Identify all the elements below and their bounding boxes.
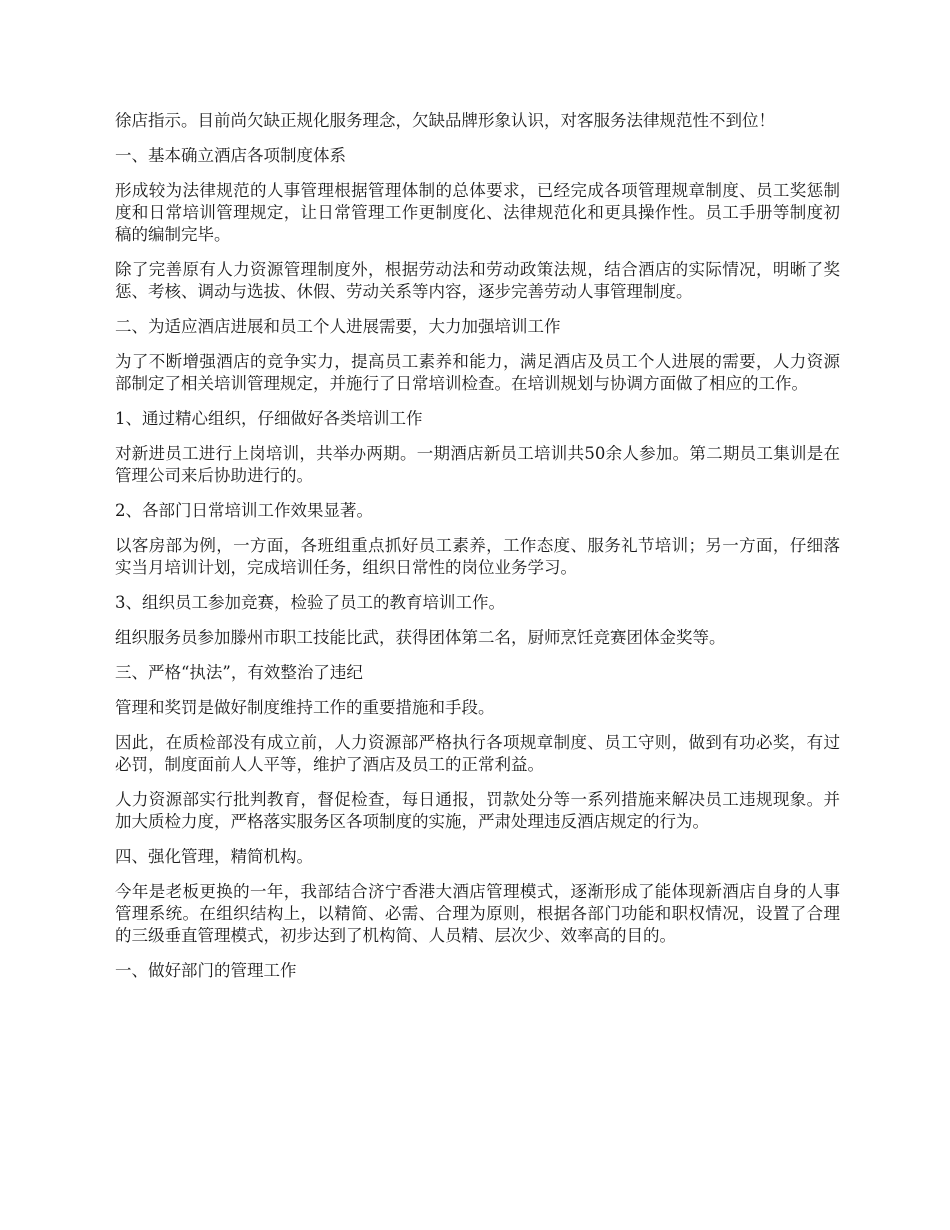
heading-section-2: 二、为适应酒店进展和员工个人进展需要，大力加强培训工作 (115, 317, 561, 336)
heading-section-1: 一、基本确立酒店各项制度体系 (115, 146, 346, 165)
paragraph-intro: 徐店指示。目前尚欠缺正规化服务理念，欠缺品牌形象认识，对客服务法律规范性不到位！ (115, 111, 775, 130)
paragraph: 对新进员工进行上岗培训，共举办两期。一期酒店新员工培训共50余人参加。第二期员工集训是在管理公司来后协助进行的。 (115, 444, 840, 485)
document-body (115, 110, 840, 995)
paragraph: 形成较为法律规范的人事管理根据管理体制的总体要求，已经完成各项管理规章制度、员工奖惩制度和日常培训管理规定，让日常管理工作更制度化、法律规范化和更具操作性。员工手册等制度初稿的编制完毕。 (115, 181, 840, 244)
paragraph: 为了不断增强酒店的竞争实力，提高员工素养和能力，满足酒店及员工个人进展的需要，人力资源部制定了相关培训管理规定，并施行了日常培训检查。在培训规划与协调方面做了相应的工作。 (115, 352, 840, 393)
heading-section-4: 四、强化管理，精简机构。 (115, 847, 313, 866)
paragraph: 今年是老板更换的一年，我部结合济宁香港大酒店管理模式，逐渐形成了能体现新酒店自身的人事管理系统。在组织结构上，以精简、必需、合理为原则，根据各部门功能和职权情况，设置了合理的三级垂直管理模式，初步达到了机构简、人员精、层次少、效率高的目的。 (115, 882, 840, 945)
subheading-1: 1、通过精心组织，仔细做好各类培训工作 (115, 409, 423, 428)
heading-section-next: 一、做好部门的管理工作 (115, 961, 297, 980)
paragraph: 人力资源部实行批判教育，督促检查，每日通报，罚款处分等一系列措施来解决员工违规现象。并加大质检力度，严格落实服务区各项制度的实施，严肃处理违反酒店规定的行为。 (115, 790, 840, 831)
paragraph: 管理和奖罚是做好制度维持工作的重要措施和手段。 (115, 698, 495, 717)
paragraph: 因此，在质检部没有成立前，人力资源部严格执行各项规章制度、员工守则，做到有功必奖，有过必罚，制度面前人人平等，维护了酒店及员工的正常利益。 (115, 733, 840, 774)
subheading-3: 3、组织员工参加竞赛，检验了员工的教育培训工作。 (115, 593, 505, 612)
paragraph: 组织服务员参加滕州市职工技能比武，获得团体第二名，厨师烹饪竞赛团体金奖等。 (115, 628, 726, 647)
heading-section-3: 三、严格“执法”，有效整治了违纪 (115, 663, 363, 682)
subheading-2: 2、各部门日常培训工作效果显著。 (115, 501, 373, 520)
paragraph: 以客房部为例，一方面，各班组重点抓好员工素养，工作态度、服务礼节培训；另一方面，仔细落实当月培训计划，完成培训任务，组织日常性的岗位业务学习。 (115, 536, 840, 577)
paragraph: 除了完善原有人力资源管理制度外，根据劳动法和劳动政策法规，结合酒店的实际情况，明晰了奖惩、考核、调动与选拔、休假、劳动关系等内容，逐步完善劳动人事管理制度。 (115, 260, 840, 301)
